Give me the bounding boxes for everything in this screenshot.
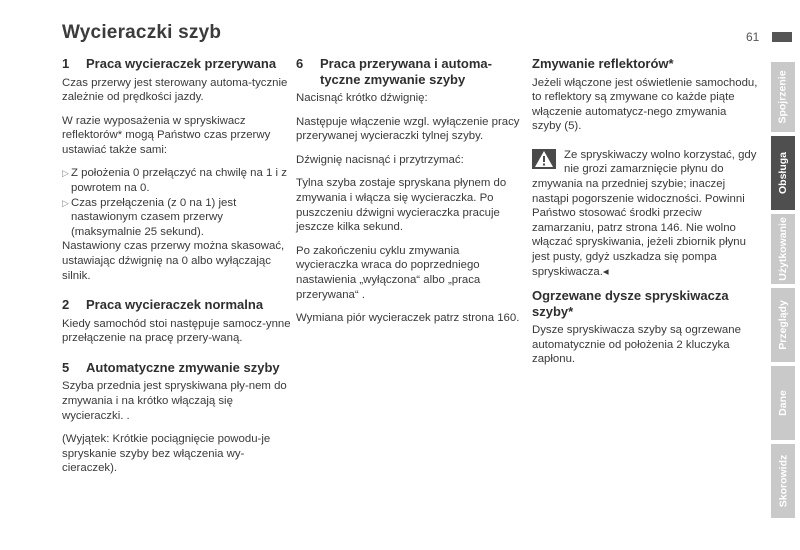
section-heading: 2 Praca wycieraczek normalna <box>62 297 264 313</box>
section-heading: Zmywanie reflektorów* <box>532 56 674 71</box>
section-heading: Ogrzewane dysze spryskiwacza szyby* <box>532 288 729 319</box>
page-title: Wycieraczki szyb <box>62 22 222 43</box>
tab-skorowidz[interactable]: Skorowidz <box>771 444 795 518</box>
paragraph: Nacisnąć krótko dźwignię: <box>296 92 428 104</box>
page-number: 61 <box>746 30 760 44</box>
paragraph: W razie wyposażenia w spryskiwacz reflektorów* mogą Państwo czas przerwy ustawiać także sami: <box>62 114 271 156</box>
paragraph: Czas przerwy jest sterowany automa-tycznie zależnie od prędkości jazdy. <box>62 76 288 104</box>
column-right <box>532 56 758 367</box>
warning-note <box>532 148 758 279</box>
tab-spojrzenie[interactable]: Spojrzenie <box>771 62 795 132</box>
column-middle <box>296 56 520 326</box>
tab-obsluga[interactable]: Obsługa <box>771 136 795 210</box>
triangle-bullet-icon: ▷ <box>62 197 69 208</box>
list-item: ▷ Z położenia 0 przełączyć na chwilę na 1 i z powrotem na 0. <box>62 167 287 195</box>
paragraph: Dźwignię nacisnąć i przytrzymać: <box>296 153 464 166</box>
section-heading: 6 Praca przerywana i automa-tyczne zmywanie szyby <box>296 56 492 87</box>
warning-text: Ze spryskiwaczy wolno korzystać, gdy nie grozi zamarznięcie płynu do zmywania na przedniej szybie; inaczej nastąpi pogorszenie widoczności. Powinni Państwo stosować środki przeciw zamarzaniu, patrz strona 146. Nie wolno włączać spryskiwania, jeżeli zbiornik płynu jest pusty, gdyż uszkadza się pompa spryskiwacza.◂ <box>532 148 757 278</box>
triangle-bullet-icon: ▷ <box>62 168 69 179</box>
paragraph: (Wyjątek: Krótkie pociągnięcie powodu-je spryskanie szyby bez włączenia wy-cieraczek). <box>62 433 271 475</box>
section-heading: 1 Praca wycieraczek przerywana <box>62 56 277 71</box>
section-heading: 5 Automatyczne zmywanie szyby <box>62 359 280 375</box>
paragraph: Tylna szyba zostaje spryskana płynem do zmywania i włącza się wycieraczka. Po puszczeniu dźwigni wycieraczka pracuje jeszcze kilka sekund. <box>296 177 507 234</box>
paragraph: Następuje włączenie wzgl. wyłączenie pracy przerywanej wycieraczki tylnej szyby. <box>296 115 520 143</box>
paragraph: Kiedy samochód stoi następuje samocz-ynne przełączenie na pracę przery-waną. <box>62 317 291 345</box>
paragraph: Po zakończeniu cyklu zmywania wycieraczka wraca do poprzedniego nastawienia „wyłączona“ albo „praca przerywana“ . <box>296 244 481 301</box>
column-left <box>62 56 292 476</box>
list-item: ▷ Czas przełączenia (z 0 na 1) jest nastawionym czasem przerwy (maksymalnie 25 sekund). <box>62 196 237 238</box>
paragraph: Dysze spryskiwacza szyby są ogrzewane automatycznie od położenia 2 kluczyka zapłonu. <box>532 324 741 366</box>
tab-dane[interactable]: Dane <box>771 366 795 440</box>
paragraph: Wymiana piór wycieraczek patrz strona 160. <box>296 312 520 325</box>
paragraph: Szyba przednia jest spryskiwana pły-nem do zmywania i na krótko włączają się wycieraczki. . <box>62 380 287 422</box>
corner-mark <box>772 32 792 42</box>
tab-przeglady[interactable]: Przeglądy <box>771 288 795 362</box>
tab-uzytkowanie[interactable]: Użytkowanie <box>771 214 795 284</box>
warning-icon <box>532 149 556 169</box>
paragraph: Jeżeli włączone jest oświetlenie samochodu, to reflektory są zmywane co każde piąte włączenie automatycz-nego zmywania szyby (5). <box>532 76 758 133</box>
paragraph: Nastawiony czas przerwy można skasować, ustawiając dźwignię na 0 albo wyłączając silnik. <box>62 240 285 282</box>
